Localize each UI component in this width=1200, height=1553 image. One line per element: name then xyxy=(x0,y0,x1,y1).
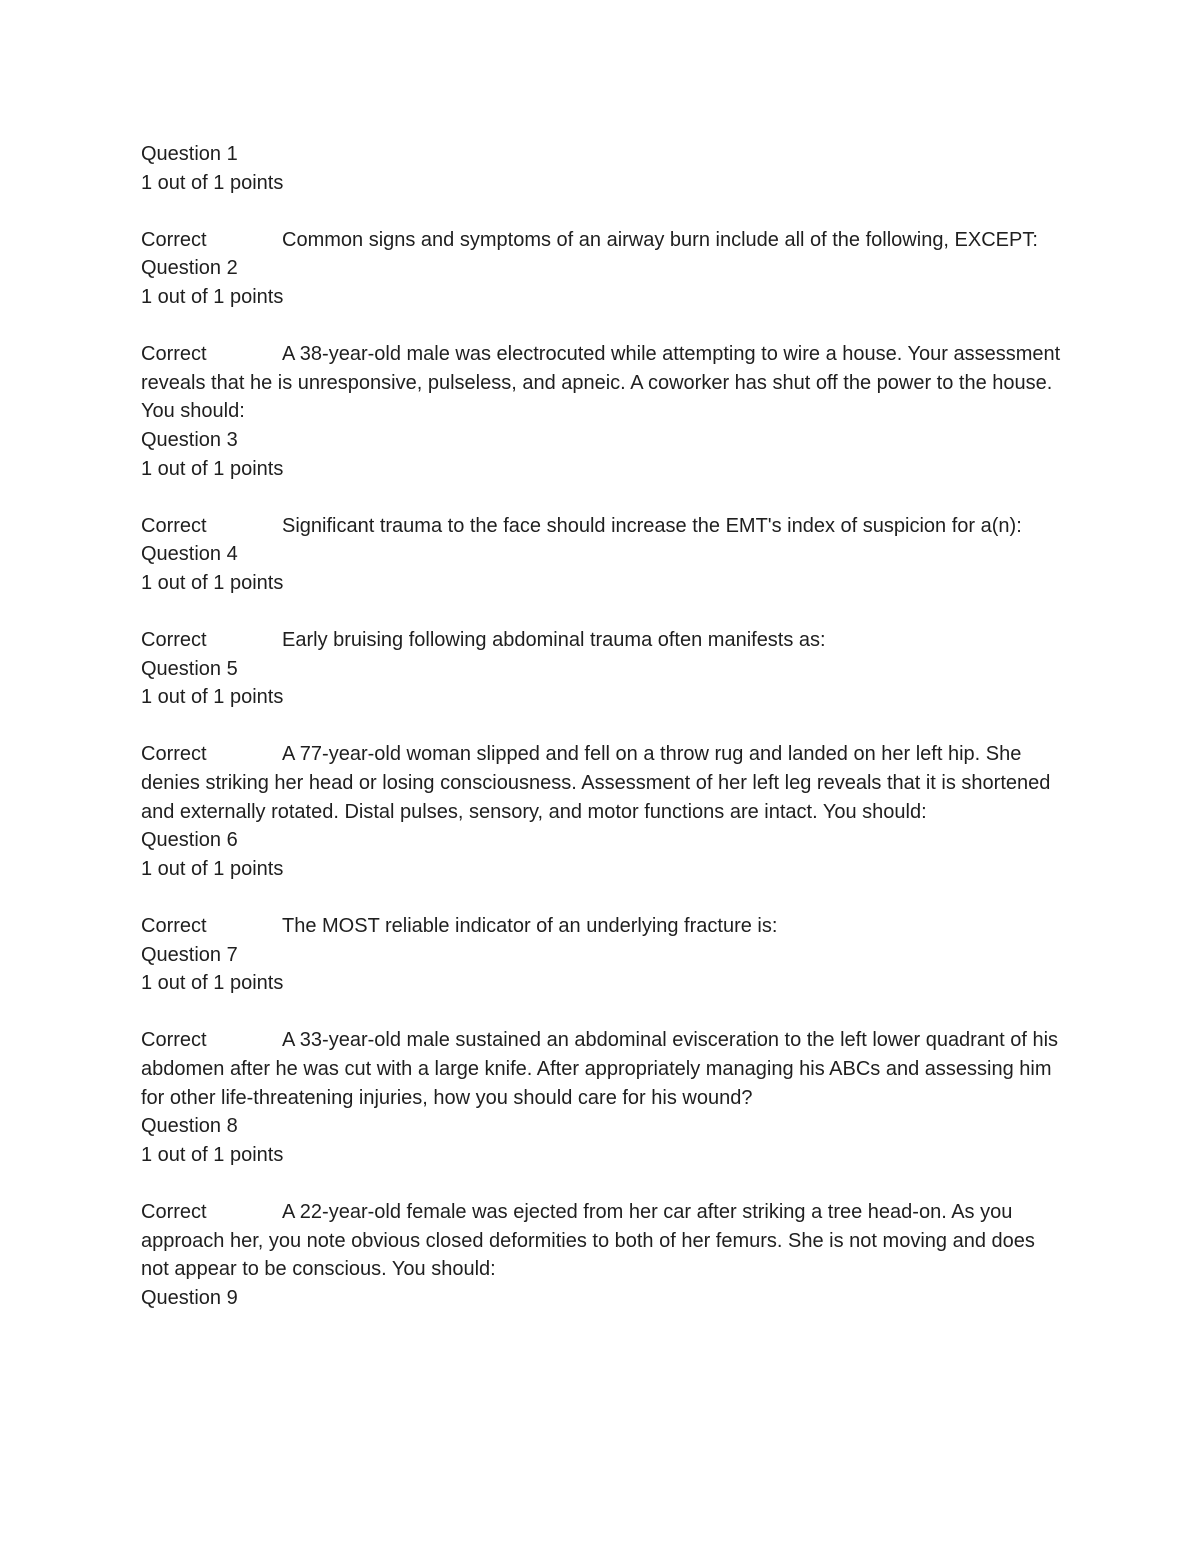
question-points: 1 out of 1 points xyxy=(141,857,284,880)
question-heading: Question 9 xyxy=(141,1286,238,1309)
document-page xyxy=(141,140,1061,1312)
spacer xyxy=(141,1169,1061,1198)
question-text: A 38-year-old male was electrocuted while attempting to wire a house. Your assessment reveals that he is unresponsive, pulseless, and apneic. A coworker has shut off the power to the house. You should: xyxy=(141,343,1061,423)
status-label: Correct xyxy=(141,629,207,652)
question-points: 1 out of 1 points xyxy=(141,571,284,594)
spacer xyxy=(141,312,1061,341)
spacer xyxy=(141,483,1061,512)
question-entry xyxy=(141,626,1061,655)
question-points: 1 out of 1 points xyxy=(141,171,284,194)
question-heading: Question 4 xyxy=(141,543,238,566)
question-entry xyxy=(141,1026,1061,1112)
question-text: The MOST reliable indicator of an underlying fracture is: xyxy=(282,915,778,938)
question-heading: Question 1 xyxy=(141,143,238,165)
question-heading: Question 2 xyxy=(141,257,238,280)
question-points: 1 out of 1 points xyxy=(141,285,284,308)
question-heading: Question 3 xyxy=(141,428,238,451)
spacer xyxy=(141,998,1061,1027)
question-text: Common signs and symptoms of an airway burn include all of the following, EXCEPT: xyxy=(282,228,1038,251)
question-text: A 77-year-old woman slipped and fell on a throw rug and landed on her left hip. She denies striking her head or losing consciousness. Assessment of her left leg reveals that it is shortened and externally rotated. Distal pulses, sensory, and motor functions are intact. You should: xyxy=(141,743,1051,823)
question-heading: Question 7 xyxy=(141,943,238,966)
status-label: Correct xyxy=(141,1200,207,1223)
status-label: Correct xyxy=(141,915,207,938)
question-entry xyxy=(141,912,1061,941)
status-label: Correct xyxy=(141,343,207,366)
question-points: 1 out of 1 points xyxy=(141,972,284,995)
question-heading: Question 5 xyxy=(141,657,238,680)
status-label: Correct xyxy=(141,514,207,537)
question-text: A 33-year-old male sustained an abdominal evisceration to the left lower quadrant of his abdomen after he was cut with a large knife. After appropriately managing his ABCs and assessing him for other life-threatening injuries, how you should care for his wound? xyxy=(141,1029,1059,1109)
status-label: Correct xyxy=(141,228,207,251)
question-text: Early bruising following abdominal trauma often manifests as: xyxy=(282,629,826,652)
status-label: Correct xyxy=(141,743,207,766)
spacer xyxy=(141,712,1061,741)
question-heading: Question 8 xyxy=(141,1115,238,1138)
question-entry xyxy=(141,340,1061,426)
spacer xyxy=(141,197,1061,226)
question-heading: Question 6 xyxy=(141,829,238,852)
question-points: 1 out of 1 points xyxy=(141,457,284,480)
question-entry xyxy=(141,740,1061,826)
question-points: 1 out of 1 points xyxy=(141,686,284,709)
question-text: Significant trauma to the face should increase the EMT's index of suspicion for a(n): xyxy=(282,514,1022,537)
question-entry xyxy=(141,226,1061,255)
question-text: A 22-year-old female was ejected from her car after striking a tree head-on. As you approach her, you note obvious closed deformities to both of her femurs. She is not moving and does not appear to be conscious. You should: xyxy=(141,1200,1035,1281)
spacer xyxy=(141,883,1061,912)
spacer xyxy=(141,598,1061,627)
question-entry xyxy=(141,1198,1061,1284)
question-entry xyxy=(141,512,1061,541)
question-points: 1 out of 1 points xyxy=(141,1143,284,1166)
status-label: Correct xyxy=(141,1029,207,1052)
